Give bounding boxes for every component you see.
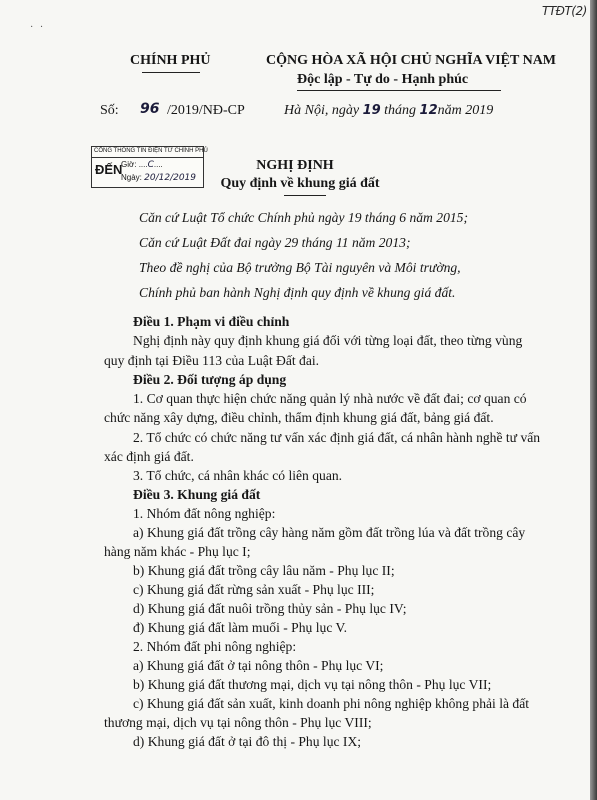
stamp-time-value: C	[147, 160, 154, 170]
stamp-org: CỔNG THÔNG TIN ĐIỆN TỬ CHÍNH PHỦ	[94, 148, 208, 154]
article-3-item-1d: d) Khung giá đất nuôi trồng thủy sản - Phụ lục IV;	[133, 601, 407, 616]
article-2-item-1-line-1: 1. Cơ quan thực hiện chức năng quản lý nhà nước về đất đai; cơ quan có	[133, 391, 527, 406]
article-3-item-1a-line-2: hàng năm khác - Phụ lục I;	[104, 544, 251, 559]
article-3-item-2b: b) Khung giá đất thương mại, dịch vụ tại nông thôn - Phụ lục VII;	[133, 677, 492, 692]
article-3-item-2c-line-1: c) Khung giá đất sản xuất, kinh doanh phi nông nghiệp không phải là đất	[133, 696, 530, 711]
month-label: tháng	[384, 103, 417, 118]
document-number-handwritten: 96	[140, 101, 160, 117]
article-3-item-2c-line-2: thương mại, dịch vụ tại nông thôn - Phụ lục VIII;	[104, 715, 372, 730]
handwritten-corner-mark: TTĐT(2)	[542, 4, 587, 18]
article-3-item-2d: d) Khung giá đất ở tại đô thị - Phụ lục IX;	[133, 734, 362, 749]
national-motto: Độc lập - Tự do - Hạnh phúc	[297, 72, 469, 87]
article-3-item-1c: c) Khung giá đất rừng sản xuất - Phụ lục III;	[133, 582, 375, 597]
date-year: năm 2019	[437, 103, 494, 118]
article-3-item-1a-line-1: a) Khung giá đất trồng cây hàng năm gồm đất trồng lúa và đất trồng cây	[133, 525, 526, 540]
issuing-authority: CHÍNH PHỦ	[130, 53, 211, 68]
article-2-item-2-line-1: 2. Tổ chức có chức năng tư vấn xác định giá đất, cá nhân hành nghề tư vấn	[133, 430, 541, 445]
article-3-item-1e: đ) Khung giá đất làm muối - Phụ lục V.	[133, 620, 347, 635]
legal-basis-2: Căn cứ Luật Đất đai ngày 29 tháng 11 năm 2013;	[139, 235, 411, 250]
document-number-label: Số:	[100, 103, 119, 118]
article-2-item-1-line-2: chức năng xây dựng, điều chỉnh, thẩm định khung giá đất, bảng giá đất.	[104, 410, 494, 425]
article-1-text-line-2: quy định tại Điều 113 của Luật Đất đai.	[104, 353, 320, 368]
document-title: NGHỊ ĐỊNH	[256, 158, 334, 173]
article-2-item-3: 3. Tổ chức, cá nhân khác có liên quan.	[133, 468, 343, 483]
legal-basis-3: Theo đề nghị của Bộ trưởng Bộ Tài nguyên và Môi trường,	[139, 260, 461, 275]
article-3-group-1: 1. Nhóm đất nông nghiệp:	[133, 506, 276, 521]
article-1-heading: Điều 1. Phạm vi điều chỉnh	[133, 314, 290, 329]
article-3-group-2: 2. Nhóm đất phi nông nghiệp:	[133, 639, 297, 654]
legal-basis-4: Chính phủ ban hành Nghị định quy định về khung giá đất.	[139, 285, 456, 300]
authority-underline	[142, 72, 200, 73]
country-name: CỘNG HÒA XÃ HỘI CHỦ NGHĨA VIỆT NAM	[266, 53, 557, 68]
motto-underline	[297, 90, 501, 91]
stamp-date-label: Ngày:	[121, 173, 142, 182]
article-2-heading: Điều 2. Đối tượng áp dụng	[133, 372, 287, 387]
date-month: 12	[419, 103, 438, 118]
stamp-date-value: 20/12/2019	[144, 173, 197, 183]
article-3-item-1b: b) Khung giá đất trồng cây lâu năm - Phụ lục II;	[133, 563, 395, 578]
stamp-time-label: Giờ:	[121, 160, 137, 169]
date-day: 19	[362, 103, 381, 118]
stamp-den: ĐẾN	[95, 162, 123, 177]
article-3-heading: Điều 3. Khung giá đất	[133, 487, 261, 502]
stamp-time: Giờ: ....C....	[121, 160, 163, 170]
article-2-item-2-line-2: xác định giá đất.	[104, 449, 194, 464]
scan-specks: · ·	[30, 22, 46, 33]
page-edge-shadow	[590, 0, 597, 800]
legal-basis-1: Căn cứ Luật Tổ chức Chính phủ ngày 19 tháng 6 năm 2015;	[139, 210, 468, 225]
subtitle-underline	[284, 195, 326, 196]
document-subtitle: Quy định về khung giá đất	[220, 176, 380, 191]
place-and-date	[284, 103, 493, 119]
document-number-suffix: /2019/NĐ-CP	[167, 103, 245, 118]
article-3-item-2a: a) Khung giá đất ở tại nông thôn - Phụ lục VI;	[133, 658, 384, 673]
place-prefix: Hà Nội, ngày	[284, 103, 360, 118]
article-1-text-line-1: Nghị định này quy định khung giá đối với từng loại đất, theo từng vùng	[133, 333, 523, 348]
